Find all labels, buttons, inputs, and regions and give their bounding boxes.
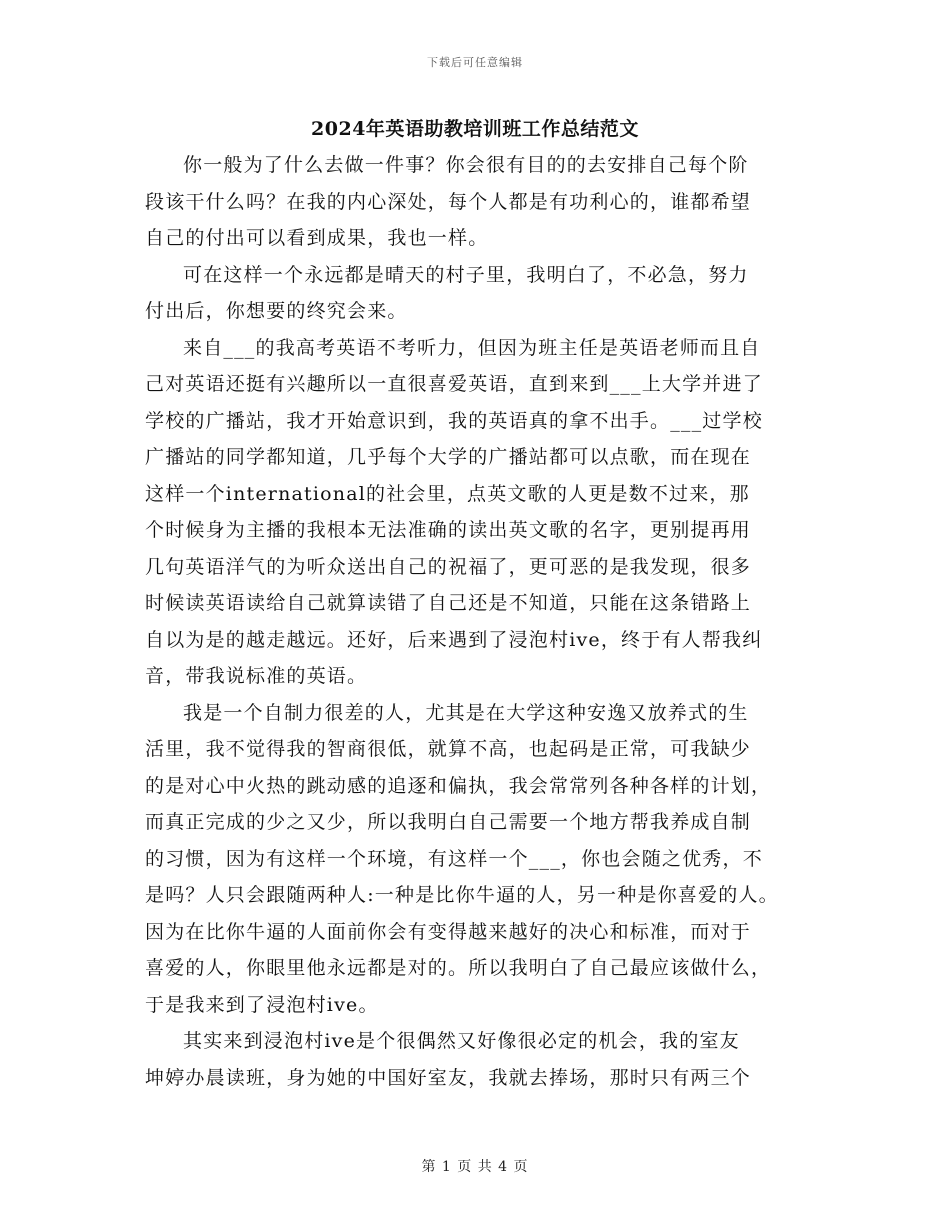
- document-body: [145, 147, 825, 1096]
- text-line: 音，带我说标准的英语。: [145, 665, 368, 687]
- text-line: 是吗？人只会跟随两种人:一种是比你牛逼的人，另一种是你喜爱的人。: [145, 884, 779, 906]
- text-line: 活里，我不觉得我的智商很低，就算不高，也起码是正常，可我缺少: [145, 738, 752, 760]
- paragraph: [145, 147, 825, 257]
- text-line: 段该干什么吗？在我的内心深处，每个人都是有功利心的，谁都希望: [145, 190, 752, 213]
- text-line: 喜爱的人，你眼里他永远都是对的。所以我明白了自己最应该做什么，: [145, 957, 772, 979]
- paragraph: [145, 330, 825, 695]
- text-line: 这样一个international的社会里，点英文歌的人更是数不过来，那: [145, 482, 750, 505]
- text-line: 学校的广播站，我才开始意识到，我的英语真的拿不出手。___过学校: [145, 409, 763, 432]
- text-line: 而真正完成的少之又少，所以我明白自己需要一个地方帮我养成自制: [145, 811, 752, 833]
- page-footer: 第 1 页 共 4 页: [421, 1159, 529, 1175]
- text-line: 付出后，你想要的终究会来。: [145, 300, 408, 322]
- text-line: 自以为是的越走越远。还好，后来遇到了浸泡村ive，终于有人帮我纠: [145, 628, 763, 651]
- header-note: 下载后可任意编辑: [427, 56, 523, 69]
- text-line: 自己的付出可以看到成果，我也一样。: [145, 227, 489, 249]
- paragraph: [145, 695, 825, 1024]
- paragraph: [145, 1023, 825, 1096]
- text-line: 你一般为了什么去做一件事？你会很有目的的去安排自己每个阶: [183, 154, 749, 176]
- text-line: 的习惯，因为有这样一个环境，有这样一个___，你也会随之优秀，不: [145, 847, 763, 870]
- text-line: 来自___的我高考英语不考听力，但因为班主任是英语老师而且自: [183, 336, 761, 359]
- text-line: 于是我来到了浸泡村ive。: [145, 993, 379, 1016]
- paragraph: [145, 257, 825, 330]
- document-title: 2024年英语助教培训班工作总结范文: [311, 118, 639, 140]
- text-line: 我是一个自制力很差的人，尤其是在大学这种安逸又放养式的生: [183, 701, 749, 724]
- text-line: 几句英语洋气的为听众送出自己的祝福了，更可恶的是我发现，很多: [145, 555, 752, 578]
- text-line: 广播站的同学都知道，几乎每个大学的广播站都可以点歌，而在现在: [145, 446, 752, 468]
- text-line: 坤婷办晨读班，身为她的中国好室友，我就去捧场，那时只有两三个: [145, 1066, 752, 1089]
- text-line: 的是对心中火热的跳动感的追逐和偏执，我会常常列各种各样的计划，: [145, 774, 772, 797]
- text-line: 个时候身为主播的我根本无法准确的读出英文歌的名字，更别提再用: [145, 519, 752, 541]
- text-line: 时候读英语读给自己就算读错了自己还是不知道，只能在这条错路上: [145, 592, 752, 614]
- text-line: 可在这样一个永远都是晴天的村子里，我明白了，不必急，努力: [183, 263, 749, 286]
- text-line: 其实来到浸泡村ive是个很偶然又好像很必定的机会，我的室友: [183, 1030, 740, 1052]
- text-line: 己对英语还挺有兴趣所以一直很喜爱英语，直到来到___上大学并进了: [145, 373, 763, 395]
- text-line: 因为在比你牛逼的人面前你会有变得越来越好的决心和标准，而对于: [145, 920, 752, 943]
